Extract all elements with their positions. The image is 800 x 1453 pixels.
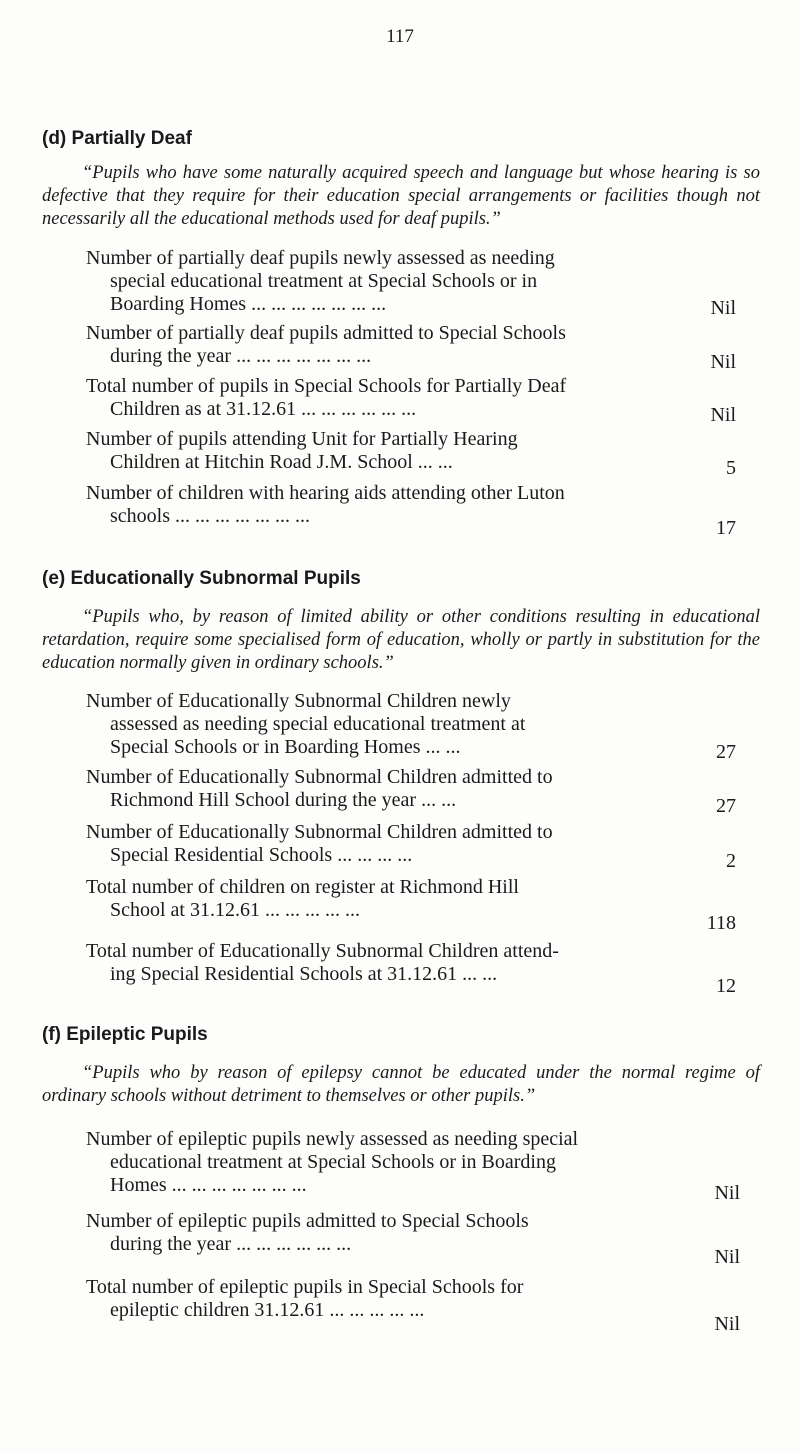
stat-value: 118 xyxy=(706,912,736,934)
page-number: 117 xyxy=(386,26,414,47)
stat-label-line: Total number of Educationally Subnormal Children attend- xyxy=(86,940,559,962)
stat-label-line: Children as at 31.12.61 ... ... ... ... ... ... xyxy=(110,398,417,420)
stat-label-line: School at 31.12.61 ... ... ... ... ... xyxy=(110,899,360,921)
stat-label-line: assessed as needing special educational treatment at xyxy=(110,713,526,735)
stat-label-line: ing Special Residential Schools at 31.12.61 ... ... xyxy=(110,963,498,985)
stat-label-line: Children at Hitchin Road J.M. School ... ... xyxy=(110,451,453,473)
section-heading-partially-deaf: (d) Partially Deaf xyxy=(42,128,192,149)
stat-value: Nil xyxy=(710,297,736,319)
stat-label-line: during the year ... ... ... ... ... ... ... xyxy=(110,345,372,367)
section-heading-epileptic: (f) Epileptic Pupils xyxy=(42,1024,208,1045)
stat-label-line: educational treatment at Special Schools or in Boarding xyxy=(110,1151,556,1173)
definition-quote-educationally-subnormal: “Pupils who, by reason of limited ability or other conditions resulting in educational retardation, require some specialised form of education, wholly or partly in substitution for the education normally given in ordinary schools.” xyxy=(42,607,760,673)
stat-label-line: Number of Educationally Subnormal Children newly xyxy=(86,690,511,712)
stat-value: Nil xyxy=(710,404,736,426)
stat-value: Nil xyxy=(714,1313,740,1335)
stat-label-line: Special Residential Schools ... ... ... ... xyxy=(110,844,413,866)
stat-label-line: during the year ... ... ... ... ... ... xyxy=(110,1233,352,1255)
stat-label-line: Number of epileptic pupils admitted to Special Schools xyxy=(86,1210,529,1232)
stat-label-line: Number of epileptic pupils newly assessed as needing special xyxy=(86,1128,579,1150)
stat-label-line: Richmond Hill School during the year ... ... xyxy=(110,789,457,811)
stat-label-line: Number of pupils attending Unit for Partially Hearing xyxy=(86,428,518,450)
stat-value: 27 xyxy=(716,795,736,817)
stat-value: 12 xyxy=(716,975,736,997)
stat-value: Nil xyxy=(714,1246,740,1268)
stat-label-line: Number of Educationally Subnormal Children admitted to xyxy=(86,766,553,788)
section-heading-educationally-subnormal: (e) Educationally Subnormal Pupils xyxy=(42,568,361,589)
stat-label-line: Total number of pupils in Special Schools for Partially Deaf xyxy=(86,375,567,397)
stat-label-line: Total number of children on register at Richmond Hill xyxy=(86,876,519,898)
stat-label-line: Number of children with hearing aids attending other Luton xyxy=(86,482,565,504)
stat-label-line: Number of partially deaf pupils newly assessed as needing xyxy=(86,247,555,269)
stat-label-line: Number of Educationally Subnormal Children admitted to xyxy=(86,821,553,843)
stat-value: Nil xyxy=(714,1182,740,1204)
stat-value: 5 xyxy=(726,457,736,479)
stat-label-line: special educational treatment at Special Schools or in xyxy=(110,270,538,292)
stat-label-line: Boarding Homes ... ... ... ... ... ... ... xyxy=(110,293,387,315)
stat-label-line: Total number of epileptic pupils in Special Schools for xyxy=(86,1276,524,1298)
stat-value: 17 xyxy=(716,517,736,539)
definition-quote-partially-deaf: “Pupils who have some naturally acquired speech and language but whose hearing is so defective that they require for their education special arrangements or facilities though not necessarily all the educational methods used for deaf pupils.” xyxy=(42,163,760,229)
stat-value: Nil xyxy=(710,351,736,373)
stat-label-line: schools ... ... ... ... ... ... ... xyxy=(110,505,310,527)
stat-label-line: Number of partially deaf pupils admitted to Special Schools xyxy=(86,322,566,344)
stat-value: 27 xyxy=(716,741,736,763)
stat-label-line: Homes ... ... ... ... ... ... ... xyxy=(110,1174,307,1196)
definition-quote-epileptic: “Pupils who by reason of epilepsy cannot be educated under the normal regime of ordinary schools without detriment to themselves or other pupils.” xyxy=(42,1063,760,1106)
stat-label-line: Special Schools or in Boarding Homes ... ... xyxy=(110,736,461,758)
stat-label-line: epileptic children 31.12.61 ... ... ... ... ... xyxy=(110,1299,425,1321)
stat-value: 2 xyxy=(726,850,736,872)
